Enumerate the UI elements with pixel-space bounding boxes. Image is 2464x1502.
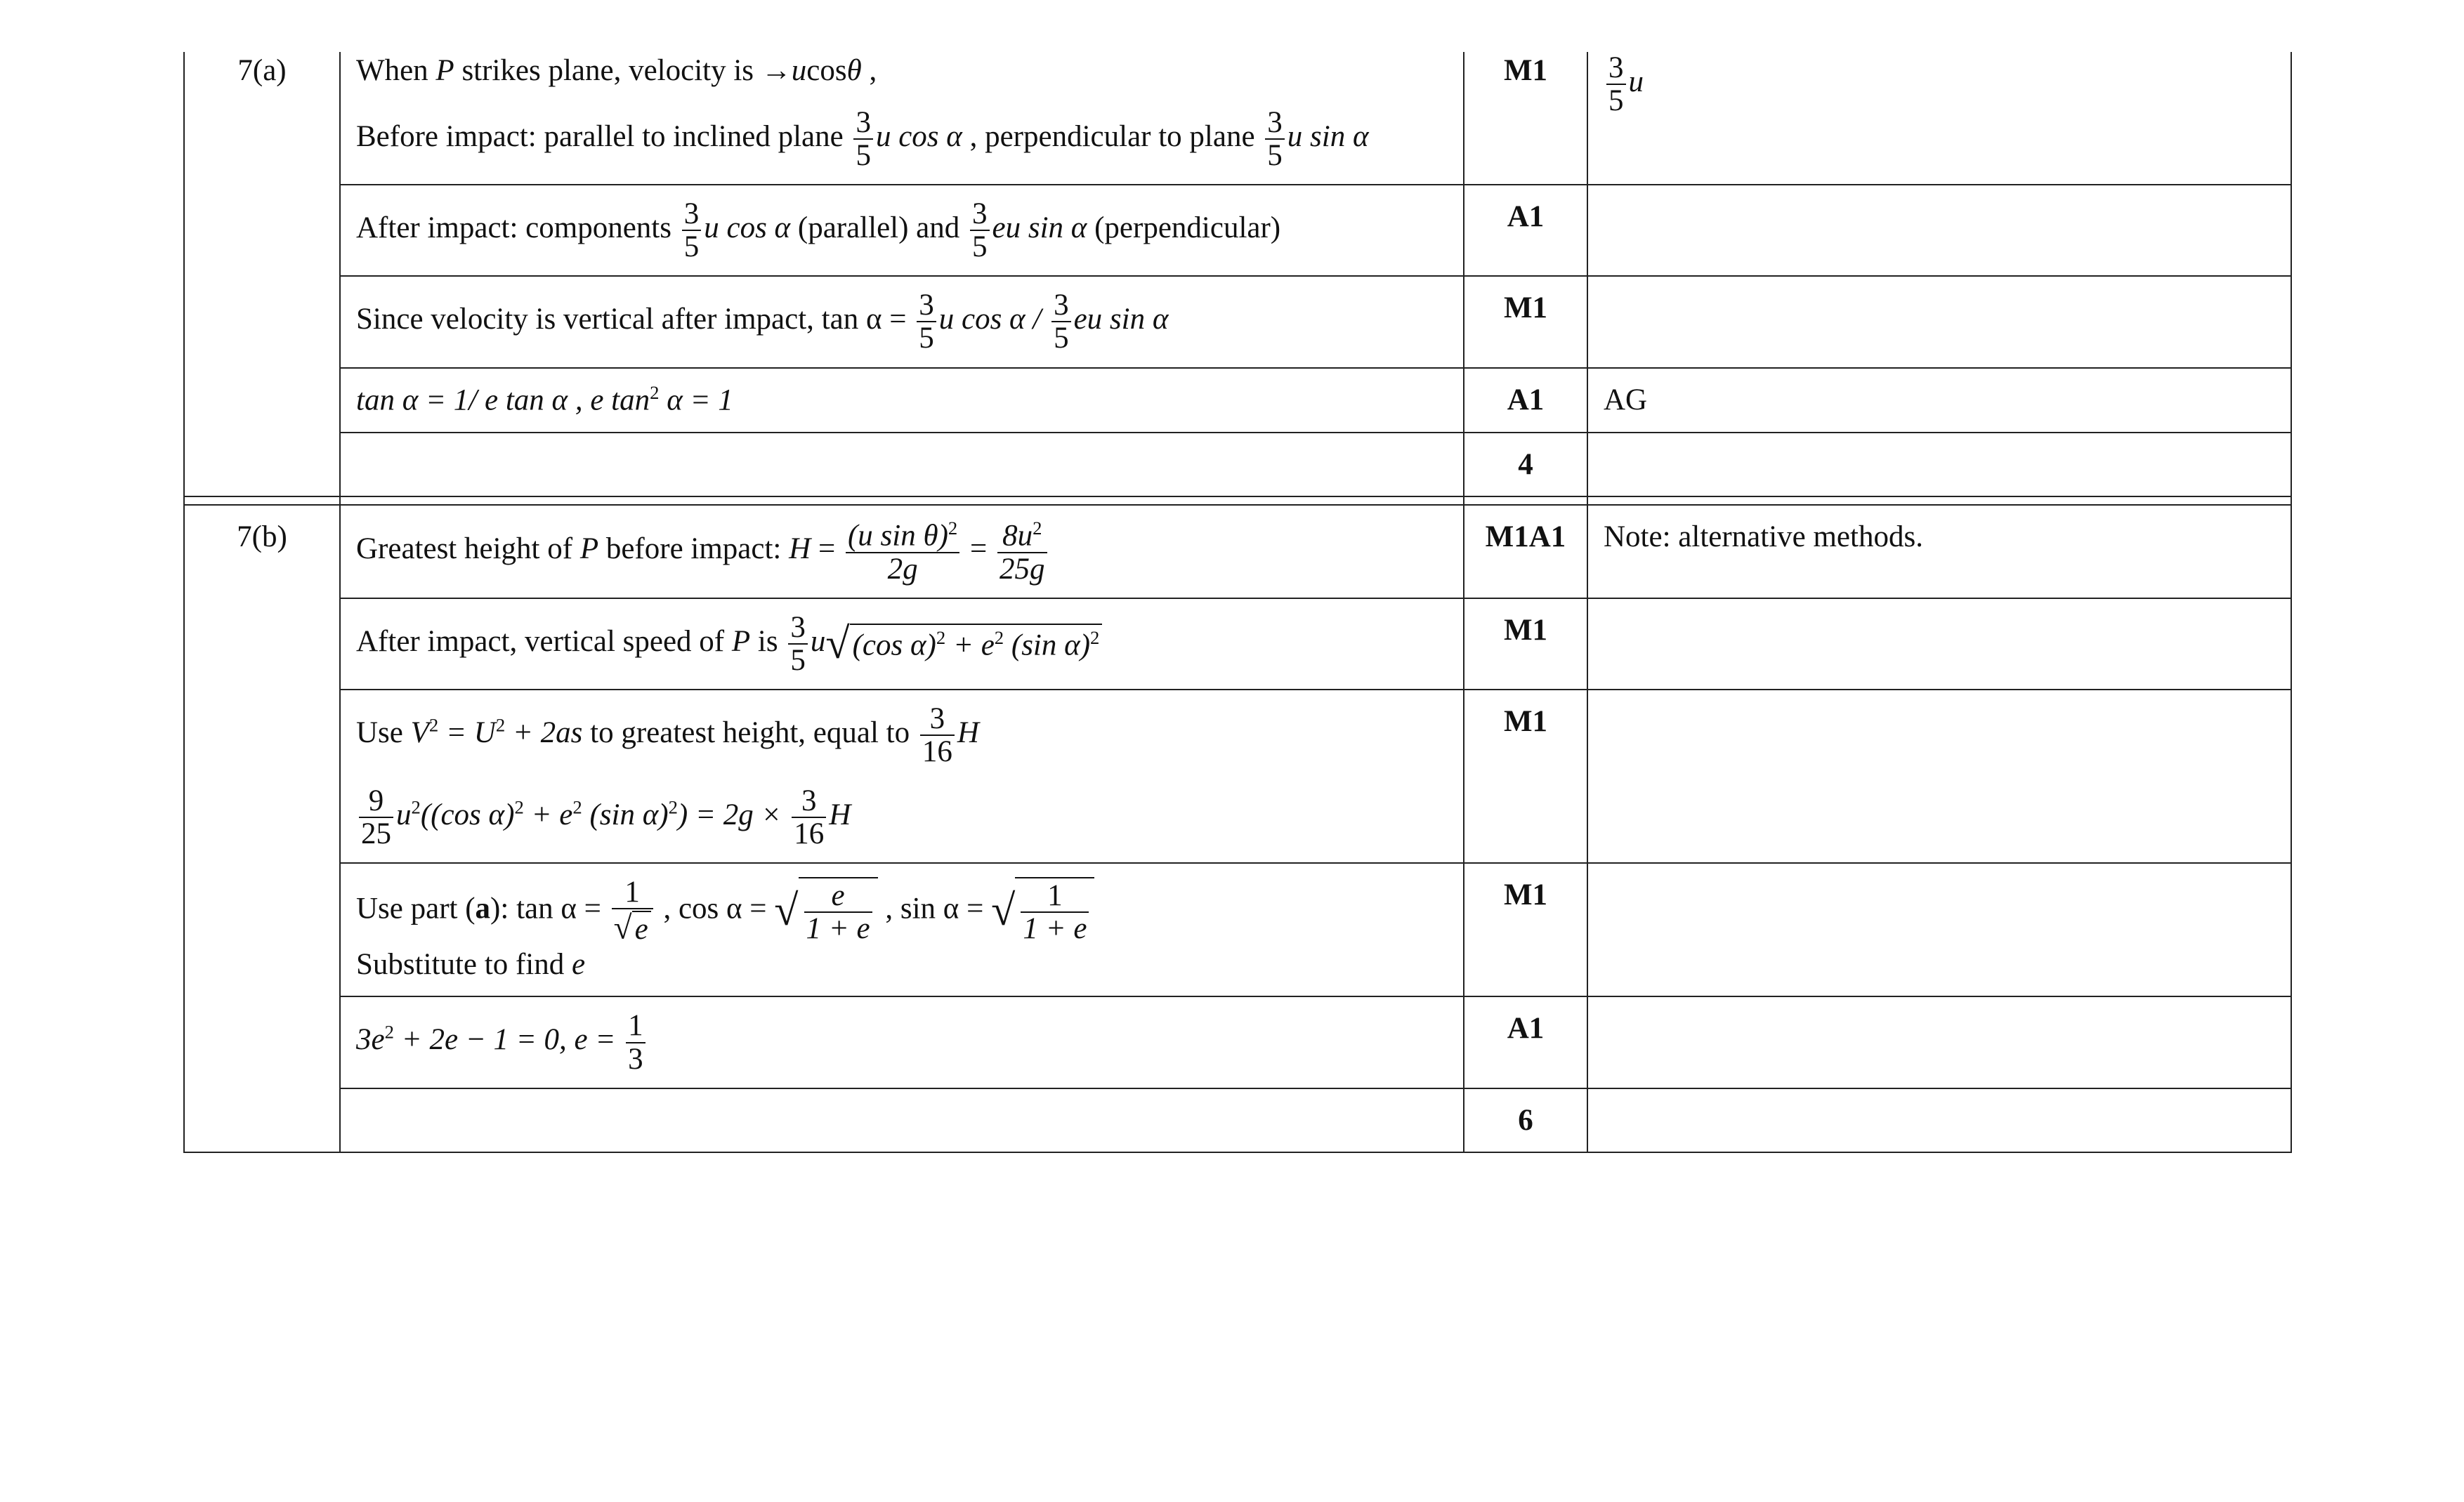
table-row [184,1088,2291,1153]
table-row [184,505,2291,598]
mark-cell: M1A1 [1464,505,1587,598]
answer-cell: After impact, vertical speed of P is $\frac{3}{5}$ u√(cos $\alpha)^2 + e^2$ (sin α)$^2$ [340,598,1464,690]
guidance-cell: AG [1587,368,2291,433]
table-row [184,276,2291,367]
mark-cell: M1 [1464,690,1587,863]
answer-cell: Use part (a): tan α = $\frac{1}{√e}$ , cos α = √ $\frac{e}{1 + e}$ , sin α = √ $\frac{1}{1 + e}$ Substitute to find e [340,863,1464,996]
guidance-cell [1587,1088,2291,1153]
mark-scheme-table [183,52,2292,1153]
question-number: 7(a) [184,52,340,496]
mark-cell: M1 [1464,863,1587,996]
answer-cell: Greatest height of P before impact: H = $\frac{(u \sin \theta)^2}{2g}$ = $\frac{8u^2}{25g}$ [340,505,1464,598]
guidance-cell [1587,185,2291,276]
table-row [184,52,2291,185]
part-separator [184,496,2291,505]
question-number: 7(b) [184,505,340,1152]
answer-cell: Since velocity is vertical after impact, tan α = $\frac{3}{5}$ u cos α / $\frac{3}{5}$ eu sin α [340,276,1464,367]
guidance-cell [1587,433,2291,497]
table-row [184,690,2291,863]
total-mark-cell: 4 [1464,433,1587,497]
guidance-cell: Note: alternative methods. [1587,505,2291,598]
table-row [184,368,2291,433]
answer-cell: tan α = 1/ e tan α , e $\tan^2 \alpha = 1$ [340,368,1464,433]
table-row [184,185,2291,276]
answer-cell: $3e^2 + 2e - 1 = 0$, e = $\frac{1}{3}$ [340,996,1464,1088]
table-row [184,863,2291,996]
table-row [184,996,2291,1088]
mark-cell: A1 [1464,368,1587,433]
answer-cell [340,1088,1464,1153]
answer-cell: Use $V^2 = U^2 + 2as$ to greatest height, equal to $\frac{3}{16}$ H $\frac{9}{25}$ $u^2((\cos$ $\alpha)^2 + e^2$ (sin α)$^2$) = 2g × $\frac{3}{16}$ H [340,690,1464,863]
guidance-cell [1587,690,2291,863]
mark-cell: M1 [1464,276,1587,367]
answer-cell: After impact: components $\frac{3}{5}$ u cos α (parallel) and $\frac{3}{5}$ eu sin α (perpendicular) [340,185,1464,276]
answer-cell [340,433,1464,497]
mark-cell: M1 [1464,598,1587,690]
guidance-cell [1587,996,2291,1088]
table-row [184,598,2291,690]
mark-cell: M1 [1464,52,1587,185]
answer-cell: When P strikes plane, velocity is →ucosθ , Before impact: parallel to inclined plane $\frac{3}{5}$ u cos α , perpendicular to plane $\frac{3}{5}$ u sin α [340,52,1464,185]
guidance-cell [1587,276,2291,367]
mark-cell: A1 [1464,996,1587,1088]
guidance-cell [1587,863,2291,996]
table-row [184,433,2291,497]
guidance-cell [1587,598,2291,690]
mark-cell: A1 [1464,185,1587,276]
total-mark-cell: 6 [1464,1088,1587,1153]
guidance-cell: $\frac{3}{5}$ u [1587,52,2291,185]
